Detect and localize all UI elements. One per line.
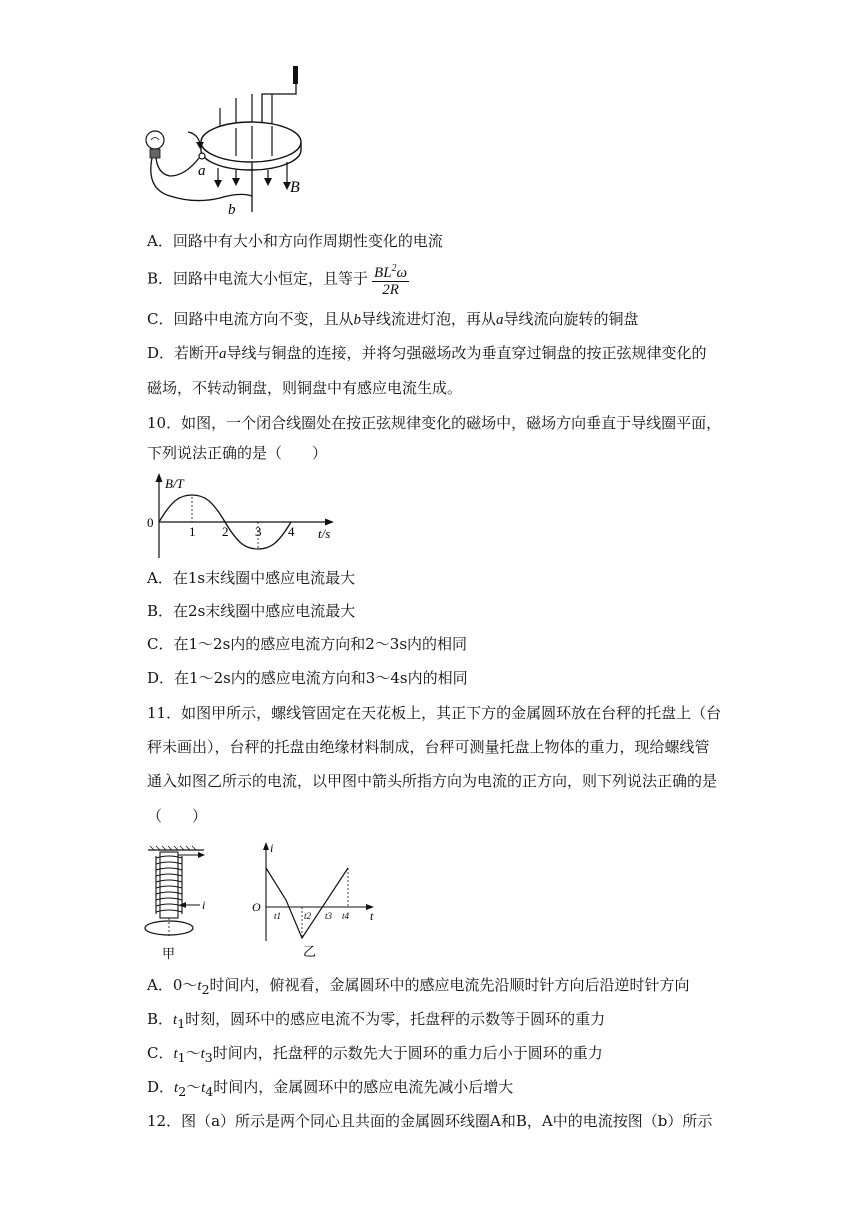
q10-xlabel: t/s [318,526,331,541]
q9-option-a: A．回路中有大小和方向作周期性变化的电流 [147,232,443,250]
q9-option-b [147,261,409,298]
frac-den: 2R [382,282,399,298]
q9c-pre: C．回路中电流方向不变，且从 [147,310,354,328]
q11c-sub1: 1 [177,1050,186,1065]
q10-tick-1: 1 [189,524,196,539]
q9c-a: a [496,312,504,328]
q9d-pre: D．若断开 [147,344,220,362]
q9d-a: a [219,346,227,362]
q9-option-b-text: B．回路中电流大小恒定，且等于 [147,269,369,288]
frac-num: BL [374,265,392,281]
q11-current-chart [246,838,381,960]
q11-jia-current-label: i [202,898,206,912]
q9-option-d-line1 [147,343,707,364]
q11-yi-tick-3: t3 [325,911,333,921]
q11c-sub2: 3 [204,1050,213,1065]
q11-option-b [147,1009,605,1034]
q9-label-B: B [290,179,300,196]
q11-current-line [266,868,348,938]
q11c-t2: t [200,1046,205,1062]
q10-tick-2: 2 [222,524,229,539]
q10-option-b: B．在2s末线圈中感应电流最大 [147,602,356,620]
q10-sine-chart [140,470,345,562]
frac-sup: 2 [391,263,397,274]
q10-stem-line2: 下列说法正确的是（ ） [147,444,328,462]
q11a-sub: 2 [201,982,210,997]
q11a-post: 时间内，俯视看，金属圆环中的感应电流先沿顺时针方向后沿逆时针方向 [209,976,690,994]
q11d-post: 时间内，金属圆环中的感应电流先减小后增大 [213,1078,514,1096]
q11b-sub: 1 [177,1016,186,1031]
q11b-pre: B． [147,1010,174,1028]
q11b-t: t [173,1012,178,1028]
q11d-mid: ～ [186,1078,202,1096]
q10-tick-4: 4 [288,524,295,539]
q11-option-a [147,975,690,1000]
q11d-t2: t [201,1080,206,1096]
q11-stem-line1: 11．如图甲所示，螺线管固定在天花板上，其正下方的金属圆环放在台秤的托盘上（台 [147,704,722,722]
q11-yi-origin: O [252,900,261,914]
q11d-t1: t [174,1080,179,1096]
q9-label-a: a [198,163,206,179]
q11-jia-caption: 甲 [162,946,176,961]
q9c-b: b [353,312,361,328]
q11-solenoid-figure [140,842,212,962]
q11a-pre: A．0～ [147,976,198,994]
q9-option-b-fraction [372,261,409,298]
q10-option-d: D．在1～2s内的感应电流方向和3～4s内的相同 [147,669,468,687]
q12-stem-line1: 12．图（a）所示是两个同心且共面的金属圆环线圈A和B，A中的电流按图（b）所示 [147,1112,713,1130]
q11-yi-tick-4: t4 [342,911,350,921]
q11-yi-ylabel: i [270,841,274,855]
q9-option-d-line2: 磁场，不转动铜盘，则铜盘中有感应电流生成。 [147,379,463,397]
q11c-pre: C． [147,1044,174,1062]
q11c-t1: t [173,1046,178,1062]
q9c-mid: 导线流进灯泡，再从 [360,310,496,328]
q10-origin: 0 [147,515,154,530]
q9-label-b: b [228,202,236,218]
q11-stem-line4: （ ） [147,807,208,825]
q9c-post: 导线流向旋转的铜盘 [503,310,639,328]
q10-tick-3: 3 [255,524,262,539]
q9-option-c [147,309,639,330]
q11-yi-tick-1: t1 [274,911,282,921]
q11-option-c [147,1043,603,1068]
q11c-post: 时间内，托盘秤的示数先大于圆环的重力后小于圆环的重力 [212,1044,603,1062]
q11-yi-caption: 乙 [303,944,317,959]
q10-ylabel: B/T [165,476,184,491]
q11d-sub1: 2 [178,1084,187,1099]
q11d-sub2: 4 [205,1084,214,1099]
q11d-pre: D． [147,1078,175,1096]
q11-yi-tick-2: t2 [304,911,312,921]
q11-option-d [147,1077,513,1102]
q11-stem-line3: 通入如图乙所示的电流，以甲图中箭头所指方向为电流的正方向，则下列说法正确的是 [147,772,718,790]
q10-stem-line1: 10．如图，一个闭合线圈处在按正弦规律变化的磁场中，磁场方向垂直于导线圈平面， [147,414,722,432]
q10-option-a: A．在1s末线圈中感应电流最大 [147,569,356,587]
q11-stem-line2: 秤未画出），台秤的托盘由绝缘材料制成，台秤可测量托盘上物体的重力，现给螺线管 [147,738,710,756]
frac-omega: ω [396,265,408,281]
q9d-post: 导线与铜盘的连接，并将匀强磁场改为垂直穿过铜盘的按正弦规律变化的 [226,344,707,362]
q11-yi-xlabel: t [370,909,374,923]
q9-disc-figure [140,64,320,224]
q11a-t: t [197,978,202,994]
q11c-mid: ～ [185,1044,201,1062]
q10-option-c: C．在1～2s内的感应电流方向和2～3s内的相同 [147,635,468,653]
q11b-post: 时刻，圆环中的感应电流不为零，托盘秤的示数等于圆环的重力 [185,1010,606,1028]
